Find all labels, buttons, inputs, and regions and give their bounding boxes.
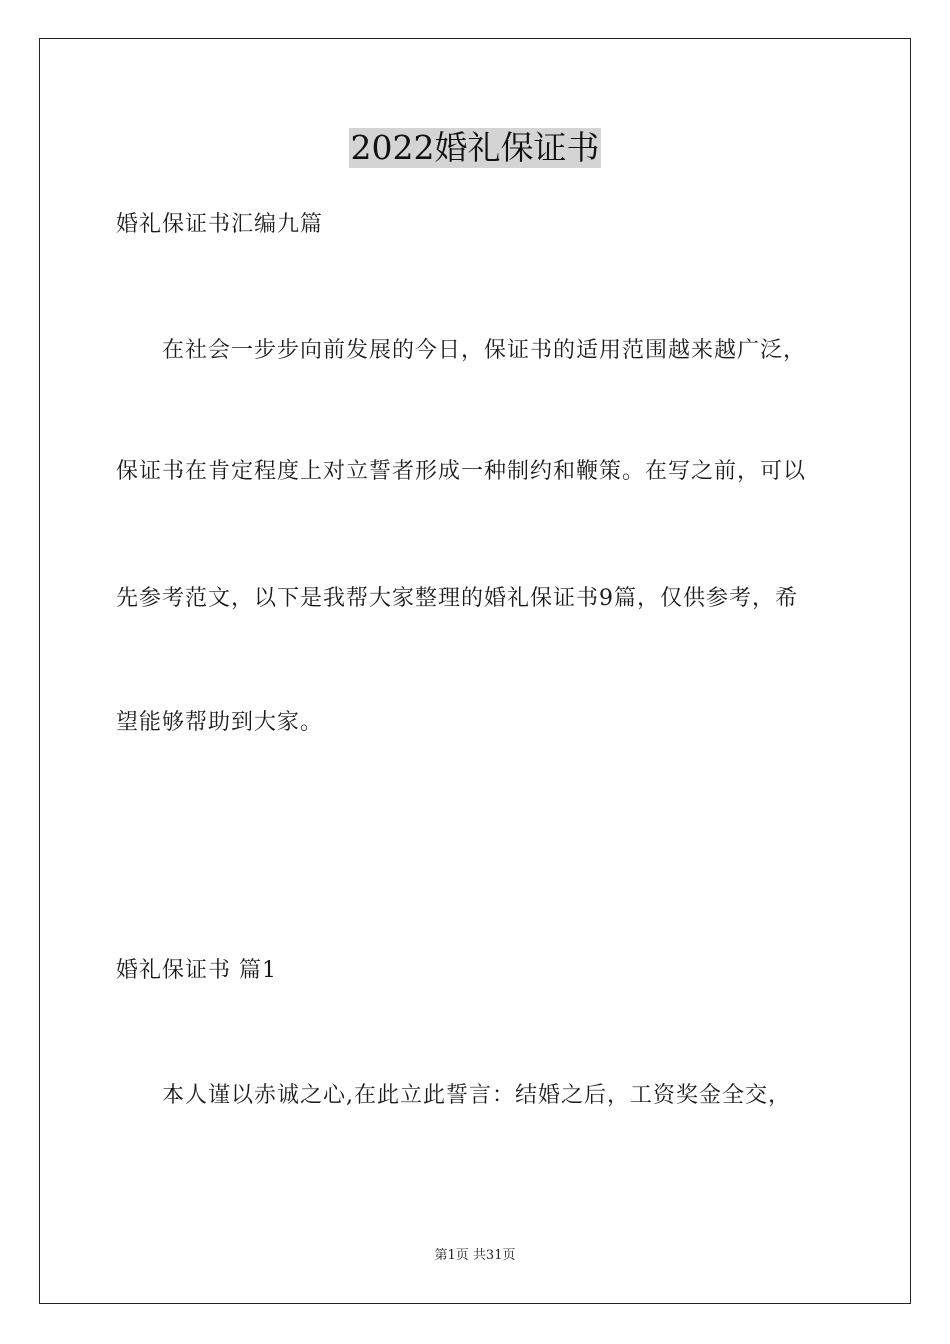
document-title: 2022婚礼保证书 [350, 128, 600, 167]
intro-line-2: 保证书在肯定程度上对立誓者形成一种制约和鞭策。在写之前，可以 [116, 459, 807, 484]
intro-line-1: 在社会一步步向前发展的今日，保证书的适用范围越来越广泛， [162, 338, 807, 363]
intro-line-4: 望能够帮助到大家。 [116, 710, 324, 735]
section-heading: 婚礼保证书 篇1 [116, 958, 277, 983]
intro-line-3: 先参考范文，以下是我帮大家整理的婚礼保证书9篇，仅供参考，希 [116, 586, 798, 611]
title-container [0, 128, 950, 168]
document-subtitle: 婚礼保证书汇编九篇 [116, 212, 324, 237]
page-footer: 第1页 共31页 [434, 1248, 516, 1263]
section-line-1: 本人谨以赤诚之心,在此立此誓言：结婚之后，工资奖金全交， [162, 1083, 791, 1108]
